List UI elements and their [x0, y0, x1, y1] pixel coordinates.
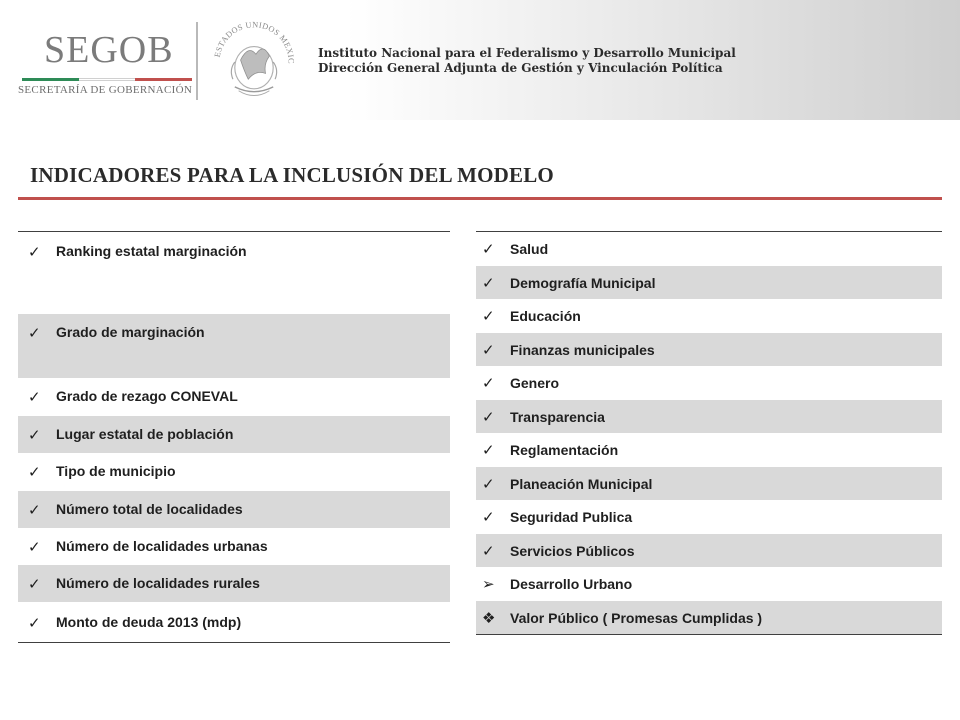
logo-word: SEGOB	[44, 29, 174, 71]
list-item-label: Planeación Municipal	[510, 475, 653, 492]
logo-bar-white	[79, 78, 136, 81]
list-item-label: Seguridad Publica	[510, 509, 633, 525]
list-item	[476, 266, 942, 299]
list-item	[18, 602, 450, 642]
list-item-label: Educación	[510, 308, 581, 324]
list-item	[18, 416, 450, 453]
check-icon: ✓	[482, 441, 495, 459]
list-item	[476, 500, 942, 534]
list-item-label: Transparencia	[510, 408, 605, 425]
list-item	[476, 366, 942, 400]
list-item-label: Servicios Públicos	[510, 542, 635, 559]
list-item-label: Tipo de municipio	[56, 463, 176, 479]
arrow-bullet-icon: ➢	[482, 575, 495, 593]
list-item	[18, 232, 450, 314]
institution-line-1: Instituto Nacional para el Federalismo y Desarrollo Municipal	[318, 46, 736, 60]
list-item-label: Lugar estatal de población	[56, 426, 234, 442]
list-item	[476, 433, 942, 467]
check-icon: ✓	[28, 324, 41, 342]
check-icon: ✓	[482, 240, 495, 258]
list-item	[476, 567, 942, 601]
check-icon: ✓	[482, 340, 495, 359]
left-indicator-list	[18, 231, 450, 643]
check-icon: ✓	[28, 463, 41, 481]
list-item-label: Desarrollo Urbano	[510, 576, 633, 592]
page-title: INDICADORES PARA LA INCLUSIÓN DEL MODELO	[30, 163, 554, 187]
list-item-label: Grado de rezago CONEVAL	[56, 388, 238, 404]
diamond-bullet-icon: ❖	[482, 608, 496, 627]
check-icon: ✓	[28, 501, 41, 519]
list-item	[476, 534, 942, 567]
list-item	[476, 467, 942, 500]
list-item-label: Valor Público ( Promesas Cumplidas )	[510, 609, 763, 626]
check-icon: ✓	[482, 273, 495, 292]
list-item-label: Número total de localidades	[56, 501, 243, 517]
seal-text: ESTADOS UNIDOS MEXIC	[212, 20, 296, 65]
list-item-label: Monto de deuda 2013 (mdp)	[56, 614, 242, 630]
check-icon: ✓	[28, 538, 41, 556]
list-item-label: Número de localidades urbanas	[56, 538, 268, 554]
list-item-label: Salud	[510, 241, 549, 257]
check-icon: ✓	[482, 474, 495, 493]
national-seal-icon	[206, 12, 302, 108]
list-item	[18, 314, 450, 378]
list-item	[18, 491, 450, 528]
list-item	[18, 453, 450, 491]
check-icon: ✓	[482, 508, 495, 526]
check-icon: ✓	[28, 575, 41, 593]
check-icon: ✓	[28, 388, 41, 406]
check-icon: ✓	[28, 243, 41, 261]
check-icon: ✓	[482, 374, 495, 392]
list-item	[476, 601, 942, 634]
list-item-label: Finanzas municipales	[510, 341, 655, 358]
list-item-label: Ranking estatal marginación	[56, 243, 247, 259]
segob-logo	[14, 29, 193, 100]
list-item	[476, 333, 942, 366]
list-item-label: Genero	[510, 375, 560, 391]
list-item	[476, 299, 942, 333]
right-indicator-list	[476, 231, 942, 635]
list-item-label: Número de localidades rurales	[56, 575, 260, 591]
list-item	[476, 232, 942, 266]
check-icon: ✓	[28, 614, 41, 632]
check-icon: ✓	[28, 426, 41, 444]
list-item	[18, 378, 450, 416]
title-rule	[18, 197, 942, 200]
logo-bar-red	[135, 78, 192, 81]
list-item	[18, 565, 450, 602]
list-item-label: Demografía Municipal	[510, 274, 656, 291]
check-icon: ✓	[482, 541, 495, 560]
list-item	[18, 528, 450, 565]
list-item	[476, 400, 942, 433]
list-item-label: Reglamentación	[510, 442, 619, 458]
institution-line-2: Dirección General Adjunta de Gestión y Vinculación Política	[318, 61, 723, 75]
check-icon: ✓	[482, 407, 495, 426]
list-item-label: Grado de marginación	[56, 324, 205, 340]
check-icon: ✓	[482, 307, 495, 325]
logo-color-bar	[22, 78, 192, 81]
header-divider	[196, 22, 198, 100]
logo-subtitle: SECRETARÍA DE GOBERNACIÓN	[18, 84, 193, 96]
logo-bar-green	[22, 78, 79, 81]
institution-text	[318, 46, 736, 76]
